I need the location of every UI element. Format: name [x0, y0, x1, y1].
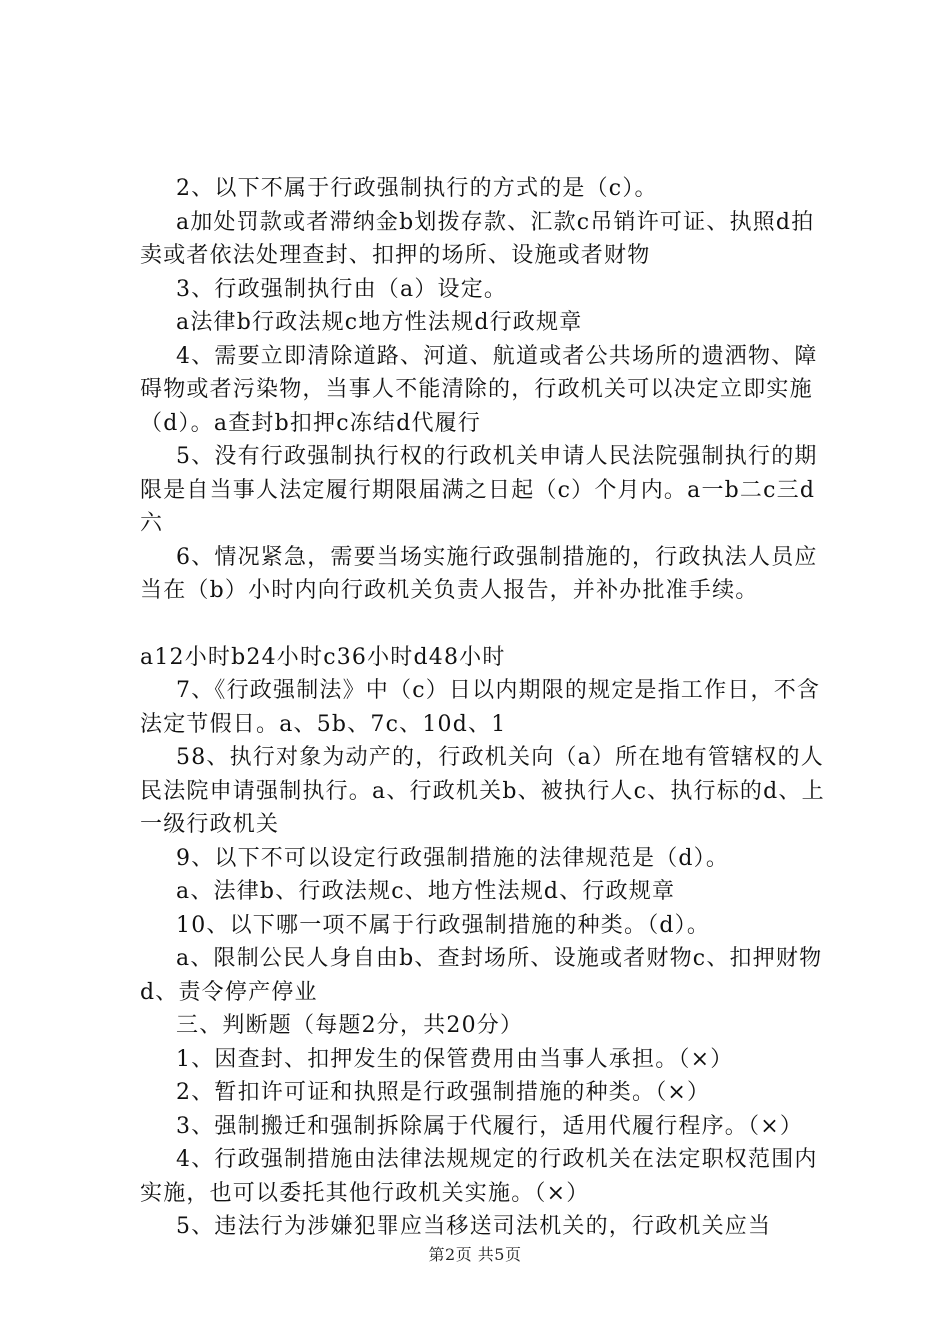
question-9: 9、以下不可以设定行政强制措施的法律规范是（d）。	[176, 845, 730, 871]
document-body	[140, 172, 830, 1244]
question-8: 58、执行对象为动产的，行政机关向（a）所在地有管辖权的人民法院申请强制执行。a、行政机关b、被执行人c、执行标的d、上一级行政机关	[140, 745, 825, 837]
section-heading-judgement: 三、判断题（每题2分，共20分）	[176, 1013, 524, 1038]
question-10: 10、以下哪一项不属于行政强制措施的种类。（d）。	[176, 912, 711, 938]
question-2-options: a加处罚款或者滞纳金b划拨存款、汇款c吊销许可证、执照d拍卖或者依法处理查封、扣押的场所、设施或者财物	[140, 209, 815, 268]
question-6-options: a12小时b24小时c36小时d48小时	[140, 644, 506, 670]
question-4: 4、需要立即清除道路、河道、航道或者公共场所的遗洒物、障碍物或者污染物，当事人不能清除的，行政机关可以决定立即实施（d）。a查封b扣押c冻结d代履行	[140, 343, 818, 436]
judgement-5: 5、违法行为涉嫌犯罪应当移送司法机关的，行政机关应当	[176, 1214, 772, 1239]
judgement-2: 2、暂扣许可证和执照是行政强制措施的种类。（×）	[176, 1080, 711, 1105]
question-3: 3、行政强制执行由（a）设定。	[176, 276, 508, 302]
question-2: 2、以下不属于行政强制执行的方式的是（c）。	[176, 176, 658, 201]
judgement-3: 3、强制搬迁和强制拆除属于代履行，适用代履行程序。（×）	[176, 1113, 804, 1139]
question-7: 7、《行政强制法》中（c）日以内期限的规定是指工作日，不含法定节假日。a、5b、7c、10d、1	[140, 678, 821, 737]
question-10-options: a、限制公民人身自由b、查封场所、设施或者财物c、扣押财物d、责令停产停业	[140, 946, 823, 1005]
question-3-options: a法律b行政法规c地方性法规d行政规章	[176, 310, 583, 335]
judgement-1: 1、因查封、扣押发生的保管费用由当事人承担。（×）	[176, 1046, 734, 1072]
question-9-options: a、法律b、行政法规c、地方性法规d、行政规章	[176, 879, 676, 904]
page-footer: 第2页 共5页	[428, 1245, 522, 1264]
question-6: 6、情况紧急，需要当场实施行政强制措施的，行政执法人员应当在（b）小时内向行政机关负责人报告，并补办批准手续。	[140, 544, 818, 603]
judgement-4: 4、行政强制措施由法律法规规定的行政机关在法定职权范围内实施，也可以委托其他行政机关实施。（×）	[140, 1147, 818, 1206]
question-5: 5、没有行政强制执行权的行政机关申请人民法院强制执行的期限是自当事人法定履行期限届满之日起（c）个月内。a一b二c三d六	[140, 444, 818, 536]
